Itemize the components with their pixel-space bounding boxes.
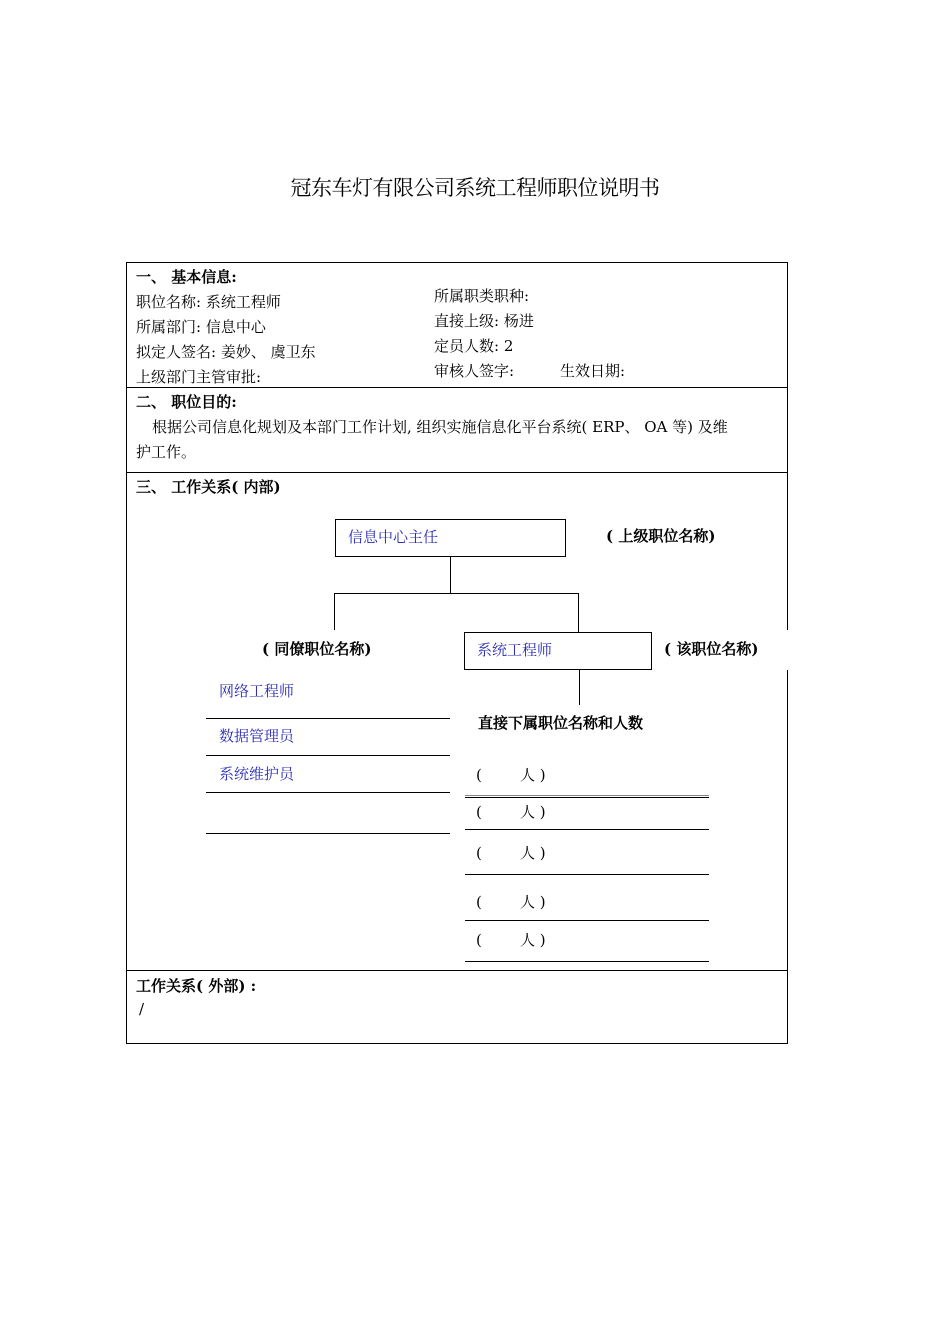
effective-date-field: 生效日期:	[560, 362, 626, 380]
row-divider	[126, 970, 788, 971]
peer-item: 数据管理员	[219, 727, 295, 745]
row-divider	[126, 387, 788, 388]
subordinate-item: ( 人 )	[476, 766, 546, 784]
current-position-box	[464, 632, 652, 670]
subordinate-divider	[465, 920, 709, 921]
department-field: 所属部门: 信息中心	[136, 318, 266, 336]
job-category-field: 所属职类职种:	[434, 287, 530, 305]
subordinate-divider	[465, 795, 709, 796]
section2-heading: 二、 职位目的:	[136, 393, 237, 411]
current-position-text: 系统工程师	[477, 641, 553, 659]
org-connector	[578, 593, 579, 633]
peer-divider	[206, 792, 450, 793]
superior-position-label: ( 上级职位名称)	[606, 527, 716, 545]
document-title: 冠东车灯有限公司系统工程师职位说明书	[290, 176, 660, 200]
headcount-field: 定员人数: 2	[434, 337, 514, 355]
subordinate-divider	[465, 829, 709, 830]
position-name-field: 职位名称: 系统工程师	[136, 293, 281, 311]
superior-position-box	[335, 519, 566, 557]
purpose-text-line1: 根据公司信息化规划及本部门工作计划, 组织实施信息化平台系统( ERP、 OA 等) 及维	[152, 418, 728, 436]
peer-divider	[206, 833, 450, 834]
subordinate-item: ( 人 )	[476, 893, 546, 911]
section1-heading: 一、 基本信息:	[136, 268, 237, 286]
subordinates-heading: 直接下属职位名称和人数	[478, 714, 644, 732]
subordinate-divider	[465, 797, 709, 798]
peer-divider	[206, 718, 450, 719]
external-relations-content: /	[139, 1000, 145, 1018]
org-connector	[450, 556, 451, 593]
peer-item: 系统维护员	[219, 765, 295, 783]
section3-heading: 三、 工作关系( 内部)	[136, 478, 281, 496]
superior-position-text: 信息中心主任	[348, 528, 439, 546]
current-position-label: ( 该职位名称)	[664, 640, 759, 658]
org-connector	[579, 669, 580, 705]
purpose-text-line2: 护工作。	[136, 443, 197, 461]
org-connector	[334, 593, 335, 630]
peer-divider	[206, 755, 450, 756]
org-connector	[334, 593, 578, 594]
section4-heading: 工作关系( 外部) :	[136, 977, 257, 995]
drafter-signature-field: 拟定人签名: 姜妙、 虞卫东	[136, 343, 316, 361]
subordinate-divider	[465, 961, 709, 962]
subordinate-item: ( 人 )	[476, 803, 546, 821]
direct-superior-field: 直接上级: 杨进	[434, 312, 534, 330]
peer-item: 网络工程师	[219, 682, 295, 700]
subordinate-item: ( 人 )	[476, 844, 546, 862]
supervisor-approval-field: 上级部门主管审批:	[136, 368, 262, 386]
reviewer-signature-field: 审核人签字:	[434, 362, 515, 380]
subordinate-divider	[465, 874, 709, 875]
peer-position-label: ( 同僚职位名称)	[262, 640, 372, 658]
subordinate-item: ( 人 )	[476, 931, 546, 949]
row-divider	[126, 472, 788, 473]
